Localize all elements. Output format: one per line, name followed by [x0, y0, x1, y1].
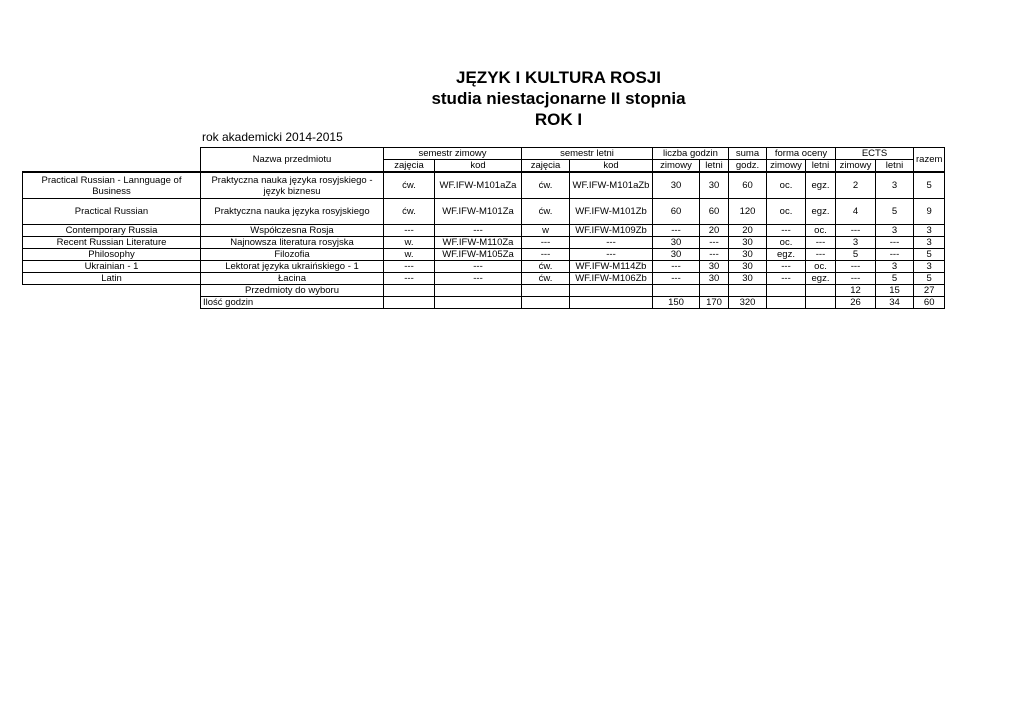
empty-cell [729, 285, 767, 297]
ects-winter: --- [836, 261, 876, 273]
empty-cell [653, 285, 700, 297]
hours-summer: 30 [700, 172, 729, 199]
table-row [23, 273, 945, 285]
grading-summer: oc. [806, 225, 836, 237]
course-english: Latin [23, 273, 201, 285]
summer-code: WF.IFW-M109Zb [570, 225, 653, 237]
hours-summer: 60 [700, 199, 729, 225]
row-blank [23, 285, 201, 297]
hours-sum: 120 [729, 199, 767, 225]
grading-winter: --- [767, 225, 806, 237]
winter-class-type: --- [384, 273, 435, 285]
grading-summer: egz. [806, 199, 836, 225]
empty-cell [570, 285, 653, 297]
ects-winter: 5 [836, 249, 876, 261]
course-english: Practical Russian - Lannguage of Business [23, 172, 201, 199]
winter-code: WF.IFW-M105Za [435, 249, 522, 261]
empty-cell [700, 285, 729, 297]
summer-code: --- [570, 249, 653, 261]
ects-total: 3 [914, 225, 945, 237]
winter-code: --- [435, 273, 522, 285]
ects-summer: --- [876, 249, 914, 261]
ects-total: 3 [914, 237, 945, 249]
ects-summer: 34 [876, 297, 914, 309]
header-row-2 [23, 160, 945, 173]
winter-code: WF.IFW-M101aZa [435, 172, 522, 199]
grading-winter: --- [767, 261, 806, 273]
grading-winter: egz. [767, 249, 806, 261]
hours-sum: 30 [729, 273, 767, 285]
hours-summer: 170 [700, 297, 729, 309]
ects-total: 3 [914, 261, 945, 273]
empty-cell [806, 285, 836, 297]
empty-cell [384, 297, 435, 309]
header-sum-hours: godz. [729, 160, 767, 173]
header-summer-semester: semestr letni [522, 148, 653, 160]
ects-total: 60 [914, 297, 945, 309]
winter-class-type: ćw. [384, 199, 435, 225]
course-polish: Najnowsza literatura rosyjska [201, 237, 384, 249]
table-row [23, 225, 945, 237]
electives-label: Przedmioty do wyboru [201, 285, 384, 297]
summer-class-type: ćw. [522, 172, 570, 199]
header-hours: liczba godzin [653, 148, 729, 160]
header-winter: zimowy [653, 160, 700, 173]
header-summer: letni [700, 160, 729, 173]
grading-summer: --- [806, 237, 836, 249]
table-row [23, 199, 945, 225]
winter-class-type: w. [384, 237, 435, 249]
header-ects: ECTS [836, 148, 914, 160]
ects-winter: 3 [836, 237, 876, 249]
header-summer: letni [806, 160, 836, 173]
ects-summer: --- [876, 237, 914, 249]
table-row [23, 172, 945, 199]
ects-total: 27 [914, 285, 945, 297]
hours-sum: 60 [729, 172, 767, 199]
academic-year: rok akademicki 2014-2015 [202, 130, 343, 144]
header-classes: zajęcia [384, 160, 435, 173]
hours-sum: 20 [729, 225, 767, 237]
course-english: Ukrainian - 1 [23, 261, 201, 273]
empty-cell [435, 297, 522, 309]
winter-code: --- [435, 225, 522, 237]
winter-class-type: --- [384, 225, 435, 237]
summer-class-type: --- [522, 237, 570, 249]
course-polish: Praktyczna nauka języka rosyjskiego [201, 199, 384, 225]
ects-summer: 3 [876, 172, 914, 199]
hours-winter: --- [653, 273, 700, 285]
header-code: kod [570, 160, 653, 173]
summer-code: WF.IFW-M106Zb [570, 273, 653, 285]
hours-summer: 20 [700, 225, 729, 237]
document-title: JĘZYK I KULTURA ROSJI [456, 68, 661, 87]
ects-total: 5 [914, 172, 945, 199]
grading-summer: --- [806, 249, 836, 261]
summer-class-type: ćw. [522, 261, 570, 273]
header-winter-semester: semestr zimowy [384, 148, 522, 160]
ects-summer: 3 [876, 261, 914, 273]
grading-winter: oc. [767, 172, 806, 199]
winter-class-type: --- [384, 261, 435, 273]
ects-summer: 15 [876, 285, 914, 297]
ects-total: 5 [914, 273, 945, 285]
empty-cell [767, 285, 806, 297]
winter-code: WF.IFW-M110Za [435, 237, 522, 249]
totals-label: Ilość godzin [201, 297, 384, 309]
table-row [23, 249, 945, 261]
totals-row [23, 297, 945, 309]
hours-winter: 30 [653, 172, 700, 199]
header-blank [23, 160, 201, 173]
document-subtitle: studia niestacjonarne II stopnia [431, 89, 686, 108]
empty-cell [570, 297, 653, 309]
course-english: Practical Russian [23, 199, 201, 225]
hours-sum: 30 [729, 249, 767, 261]
empty-cell [522, 297, 570, 309]
hours-summer: --- [700, 249, 729, 261]
hours-summer: --- [700, 237, 729, 249]
hours-winter: --- [653, 261, 700, 273]
header-summer: letni [876, 160, 914, 173]
grading-winter: oc. [767, 199, 806, 225]
summer-class-type: --- [522, 249, 570, 261]
hours-winter: 30 [653, 237, 700, 249]
ects-summer: 5 [876, 199, 914, 225]
summer-code: --- [570, 237, 653, 249]
empty-cell [522, 285, 570, 297]
ects-winter: --- [836, 273, 876, 285]
empty-cell [384, 285, 435, 297]
winter-code: --- [435, 261, 522, 273]
hours-winter: 60 [653, 199, 700, 225]
header-winter: zimowy [767, 160, 806, 173]
hours-winter: --- [653, 225, 700, 237]
electives-row [23, 285, 945, 297]
winter-class-type: ćw. [384, 172, 435, 199]
document-year-level: ROK I [534, 110, 583, 129]
hours-winter: 150 [653, 297, 700, 309]
header-code: kod [435, 160, 522, 173]
grading-summer: oc. [806, 261, 836, 273]
ects-summer: 3 [876, 225, 914, 237]
header-sum: suma [729, 148, 767, 160]
curriculum-table [22, 147, 945, 309]
winter-code: WF.IFW-M101Za [435, 199, 522, 225]
empty-cell [767, 297, 806, 309]
grading-summer: egz. [806, 172, 836, 199]
ects-winter: 12 [836, 285, 876, 297]
summer-class-type: ćw. [522, 273, 570, 285]
header-total: razem [914, 148, 945, 173]
summer-class-type: ćw. [522, 199, 570, 225]
hours-sum: 320 [729, 297, 767, 309]
course-polish: Praktyczna nauka języka rosyjskiego - język biznesu [201, 172, 384, 199]
empty-cell [435, 285, 522, 297]
ects-winter: 2 [836, 172, 876, 199]
ects-winter: 26 [836, 297, 876, 309]
hours-sum: 30 [729, 261, 767, 273]
course-english: Recent Russian Literature [23, 237, 201, 249]
header-winter: zimowy [836, 160, 876, 173]
hours-winter: 30 [653, 249, 700, 261]
header-classes: zajęcia [522, 160, 570, 173]
course-polish: Łacina [201, 273, 384, 285]
course-polish: Współczesna Rosja [201, 225, 384, 237]
summer-class-type: w [522, 225, 570, 237]
winter-class-type: w. [384, 249, 435, 261]
ects-total: 9 [914, 199, 945, 225]
hours-summer: 30 [700, 261, 729, 273]
table-row [23, 261, 945, 273]
summer-code: WF.IFW-M101aZb [570, 172, 653, 199]
header-name: Nazwa przedmiotu [201, 148, 384, 173]
grading-winter: oc. [767, 237, 806, 249]
grading-summer: egz. [806, 273, 836, 285]
grading-winter: --- [767, 273, 806, 285]
header-grading: forma oceny [767, 148, 836, 160]
row-blank [23, 297, 201, 309]
table-row [23, 237, 945, 249]
course-polish: Filozofia [201, 249, 384, 261]
ects-total: 5 [914, 249, 945, 261]
course-english: Contemporary Russia [23, 225, 201, 237]
ects-winter: --- [836, 225, 876, 237]
summer-code: WF.IFW-M101Zb [570, 199, 653, 225]
header-blank [23, 148, 201, 160]
hours-summer: 30 [700, 273, 729, 285]
course-english: Philosophy [23, 249, 201, 261]
header-row-1 [23, 148, 945, 160]
empty-cell [806, 297, 836, 309]
ects-winter: 4 [836, 199, 876, 225]
summer-code: WF.IFW-M114Zb [570, 261, 653, 273]
ects-summer: 5 [876, 273, 914, 285]
course-polish: Lektorat języka ukraińskiego - 1 [201, 261, 384, 273]
hours-sum: 30 [729, 237, 767, 249]
